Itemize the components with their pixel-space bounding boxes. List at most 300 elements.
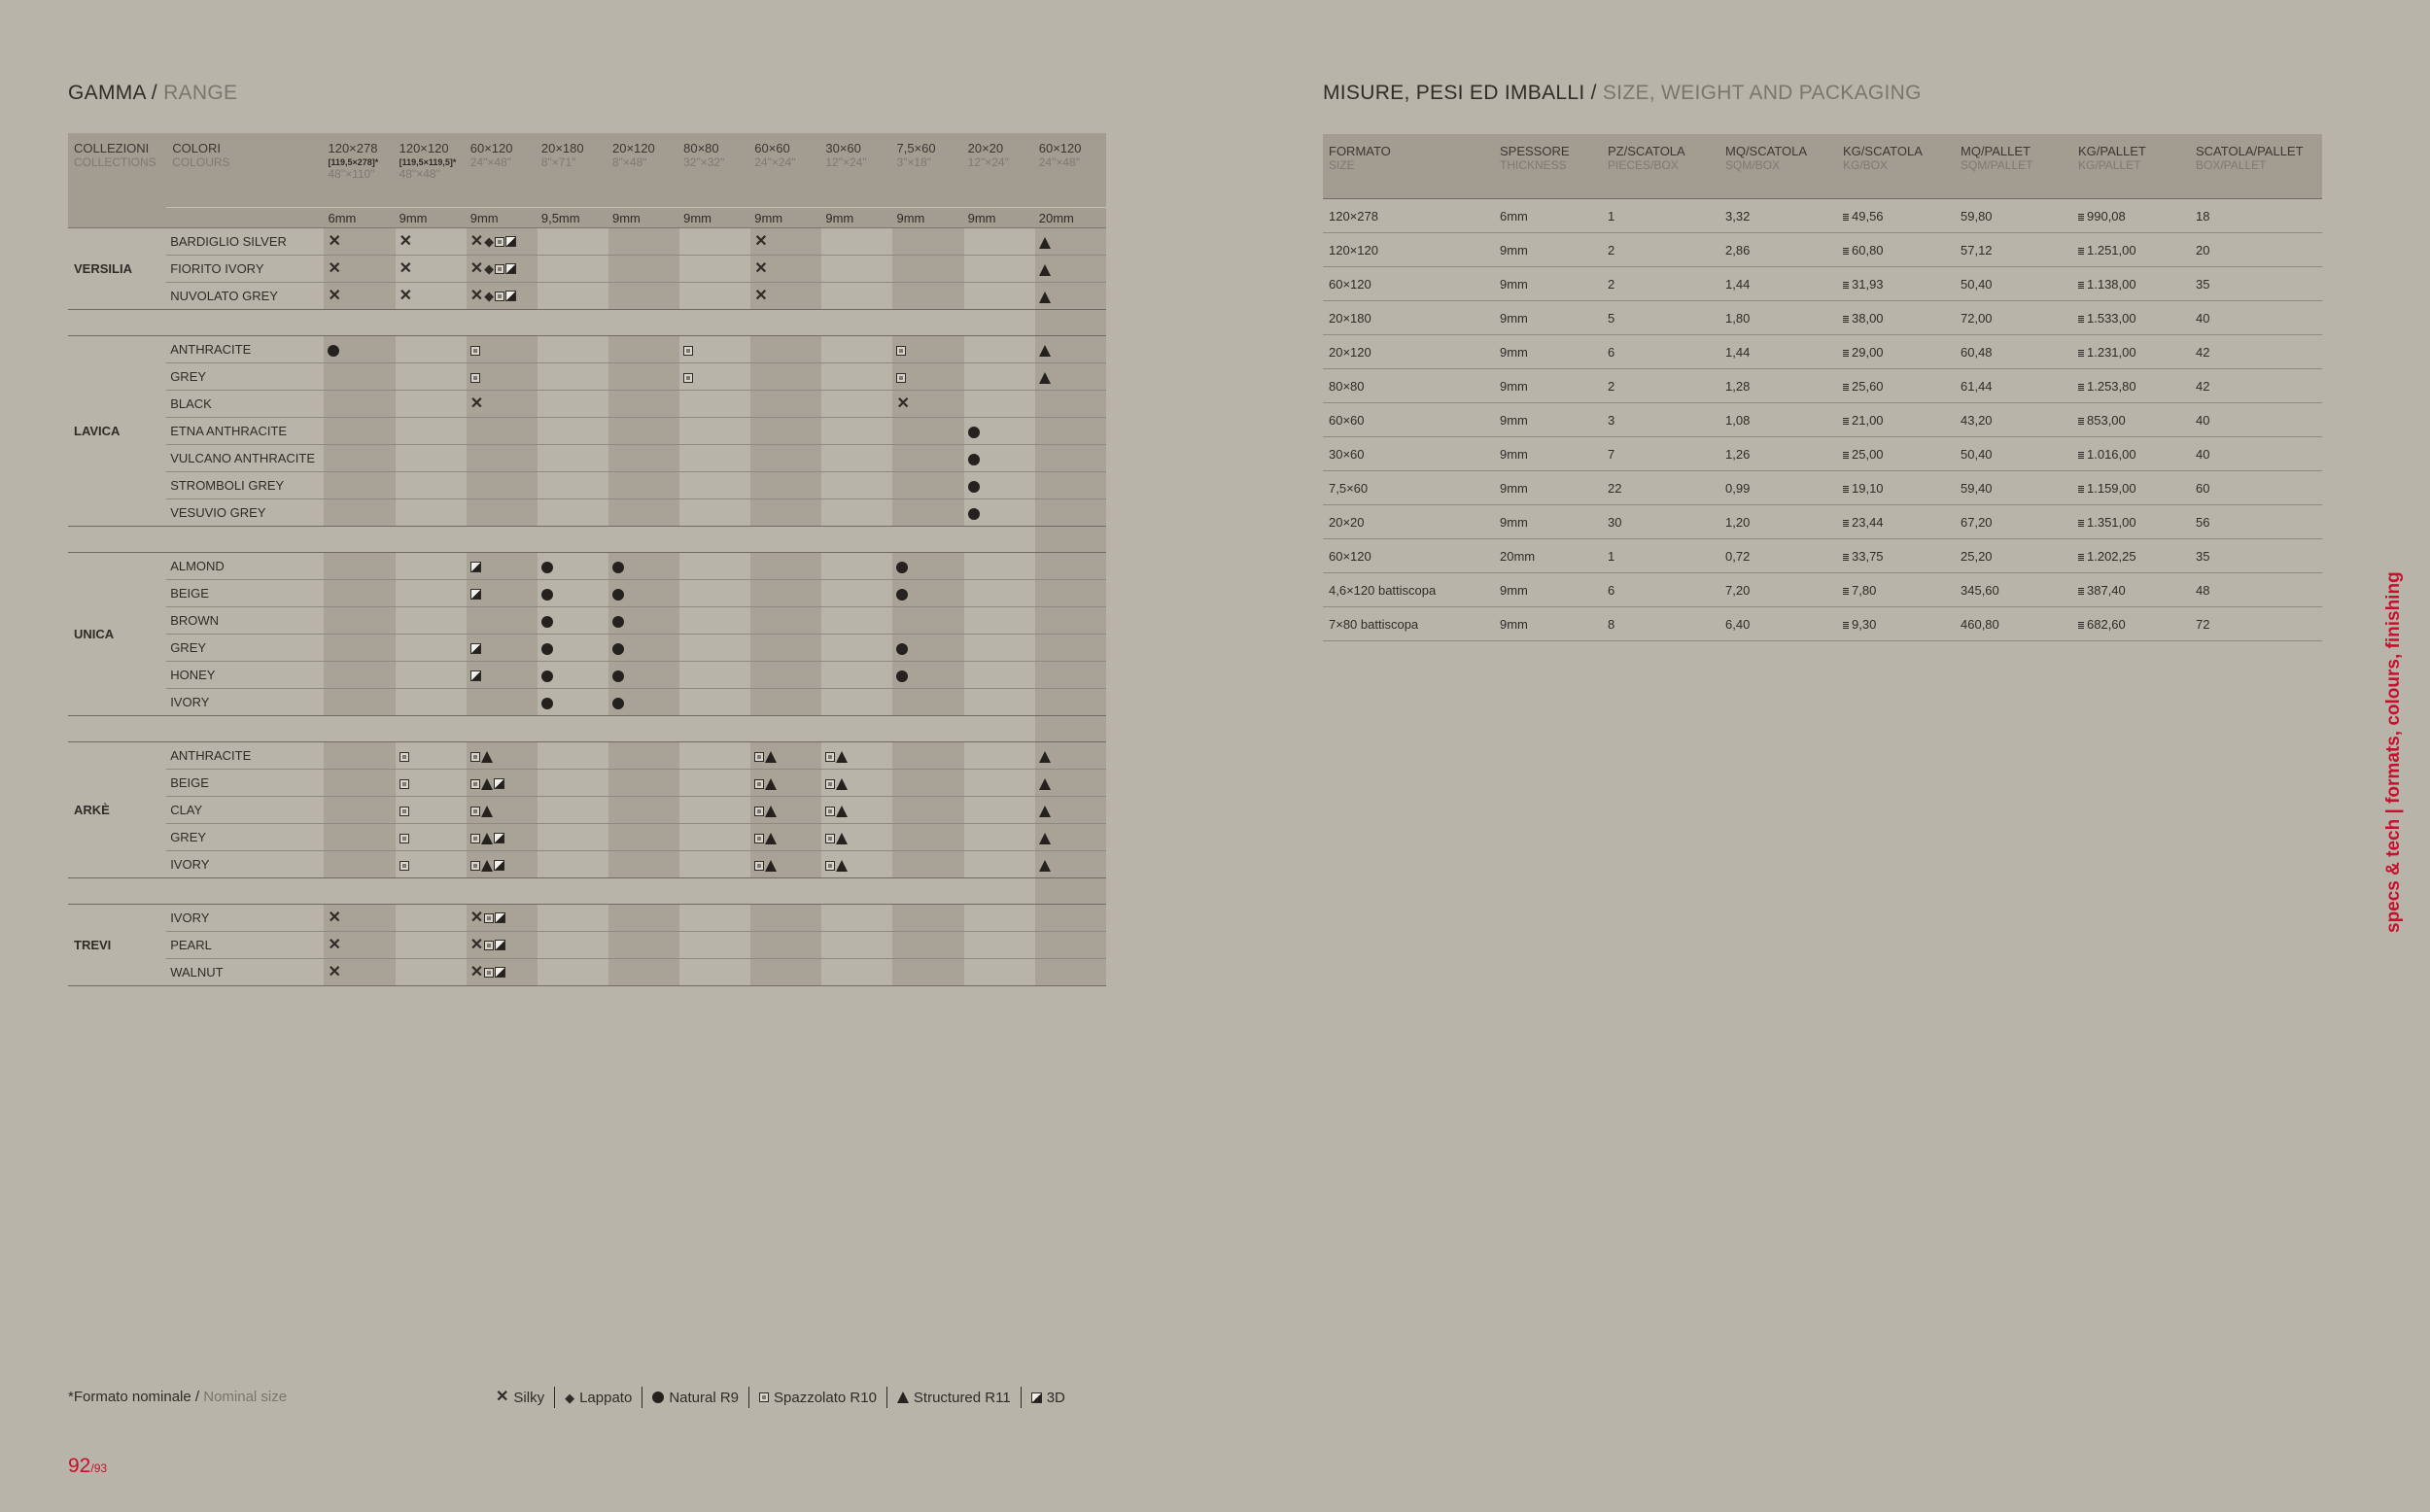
spacer-cell bbox=[324, 527, 395, 553]
group-spacer bbox=[68, 527, 1106, 553]
finish-cell bbox=[324, 959, 395, 986]
packaging-header-en: KG/BOX bbox=[1843, 158, 1889, 172]
finish-cell bbox=[324, 580, 395, 607]
packaging-cell bbox=[1719, 539, 1837, 573]
packaging-value: 42 bbox=[2196, 344, 2210, 360]
finish-cell bbox=[892, 742, 963, 770]
finish-cell bbox=[892, 770, 963, 797]
packaging-value: 5 bbox=[1608, 310, 1615, 326]
finish-cell bbox=[324, 391, 395, 418]
finish-cell bbox=[324, 283, 395, 310]
structured-triangle-icon bbox=[1039, 833, 1051, 844]
packaging-value: 0,72 bbox=[1725, 548, 1751, 564]
spazzolato-square-icon bbox=[484, 968, 494, 978]
finish-cell bbox=[538, 283, 608, 310]
finish-cell bbox=[1035, 580, 1106, 607]
packaging-cell bbox=[1323, 539, 1494, 573]
finish-cell bbox=[679, 742, 750, 770]
finish-cell bbox=[892, 635, 963, 662]
finish-cell bbox=[608, 336, 679, 363]
natural-dot-icon bbox=[968, 454, 980, 465]
packaging-cell bbox=[2190, 539, 2322, 573]
page-number-total: /93 bbox=[90, 1461, 108, 1475]
finish-cell bbox=[821, 472, 892, 499]
packaging-cell bbox=[1494, 267, 1602, 301]
packaging-header-en: SQM/BOX bbox=[1725, 158, 1781, 172]
group-spacer bbox=[68, 310, 1106, 336]
finish-cell bbox=[396, 905, 467, 932]
colour-name: BARDIGLIO SILVER bbox=[166, 228, 324, 256]
colour-name: HONEY bbox=[166, 662, 324, 689]
colour-name: WALNUT bbox=[166, 959, 324, 986]
weight-icon bbox=[2078, 553, 2084, 561]
spacer-cell bbox=[396, 527, 467, 553]
weight-icon bbox=[1843, 383, 1849, 391]
silky-x-icon: ✕ bbox=[399, 287, 413, 304]
finish-cell bbox=[821, 256, 892, 283]
packaging-cell bbox=[2190, 403, 2322, 437]
finish-cell bbox=[821, 905, 892, 932]
packaging-value: 4,6×120 battiscopa bbox=[1329, 582, 1437, 598]
packaging-value: 6mm bbox=[1500, 208, 1528, 223]
packaging-row bbox=[1323, 471, 2322, 505]
spazzolato-square-icon bbox=[825, 861, 835, 871]
spazzolato-square-icon bbox=[495, 237, 504, 247]
packaging-value: 9mm bbox=[1500, 514, 1528, 530]
finish-cell bbox=[608, 256, 679, 283]
finish-cell bbox=[467, 689, 538, 716]
format-inches: 3"×18" bbox=[896, 155, 932, 169]
finish-cell bbox=[467, 363, 538, 391]
packaging-cell bbox=[1602, 573, 1719, 607]
packaging-value: 1.351,00 bbox=[2087, 514, 2136, 530]
legend-item bbox=[748, 1387, 886, 1408]
packaging-header-it: KG/SCATOLA bbox=[1843, 144, 1923, 158]
format-size: 20×20 bbox=[967, 141, 1004, 155]
structured-triangle-icon bbox=[1039, 860, 1051, 872]
format-inches: 48"×110" bbox=[328, 167, 375, 181]
structured-triangle-icon bbox=[897, 1392, 909, 1403]
packaging-value: 61,44 bbox=[1961, 378, 1993, 394]
finish-cell bbox=[396, 607, 467, 635]
packaging-cell bbox=[1323, 573, 1494, 607]
format-size: 120×278 bbox=[328, 141, 378, 155]
packaging-value: 1,20 bbox=[1725, 514, 1751, 530]
spacer-cell bbox=[679, 310, 750, 336]
format-thickness: 6mm bbox=[324, 208, 395, 228]
group-spacer bbox=[68, 716, 1106, 742]
packaging-value: 345,60 bbox=[1961, 582, 1999, 598]
finish-cell bbox=[538, 580, 608, 607]
packaging-cell bbox=[1602, 233, 1719, 267]
finish-cell bbox=[396, 418, 467, 445]
weight-icon bbox=[1843, 213, 1849, 221]
natural-dot-icon bbox=[968, 481, 980, 493]
packaging-value: 1 bbox=[1608, 208, 1615, 223]
finish-cell bbox=[608, 770, 679, 797]
finish-cell bbox=[964, 256, 1035, 283]
finish-cell bbox=[679, 472, 750, 499]
packaging-cell bbox=[1323, 505, 1494, 539]
format-inches: 8"×48" bbox=[611, 155, 647, 169]
finish-cell bbox=[892, 472, 963, 499]
packaging-row bbox=[1323, 539, 2322, 573]
packaging-row bbox=[1323, 301, 2322, 335]
spazzolato-square-icon bbox=[470, 373, 480, 383]
silky-x-icon: ✕ bbox=[328, 232, 341, 250]
spazzolato-square-icon bbox=[825, 752, 835, 762]
finish-cell bbox=[964, 662, 1035, 689]
structured-triangle-icon bbox=[765, 751, 777, 763]
finish-cell bbox=[679, 418, 750, 445]
silky-x-icon: ✕ bbox=[469, 232, 484, 250]
finish-cell bbox=[964, 553, 1035, 580]
packaging-header-it: MQ/SCATOLA bbox=[1725, 144, 1808, 158]
weight-icon bbox=[1843, 247, 1849, 255]
format-thickness: 9,5mm bbox=[538, 208, 608, 228]
finish-cell bbox=[538, 418, 608, 445]
spacer-cell bbox=[608, 527, 679, 553]
natural-dot-icon bbox=[541, 562, 553, 573]
finish-cell bbox=[679, 905, 750, 932]
format-header bbox=[396, 133, 467, 208]
packaging-value: 60×120 bbox=[1329, 548, 1371, 564]
finish-cell bbox=[821, 499, 892, 527]
finish-cell bbox=[608, 607, 679, 635]
weight-icon bbox=[2078, 247, 2084, 255]
finish-cell bbox=[396, 580, 467, 607]
packaging-value: 40 bbox=[2196, 446, 2210, 462]
spazzolato-square-icon bbox=[399, 752, 409, 762]
packaging-cell bbox=[1955, 335, 2072, 369]
packaging-value: 9mm bbox=[1500, 412, 1528, 428]
packaging-value: 40 bbox=[2196, 412, 2210, 428]
packaging-value: 20 bbox=[2196, 242, 2210, 258]
packaging-table bbox=[1323, 134, 2322, 641]
finish-cell bbox=[324, 418, 395, 445]
packaging-cell bbox=[1955, 403, 2072, 437]
finish-cell bbox=[396, 391, 467, 418]
packaging-cell bbox=[1955, 199, 2072, 233]
spacer-cell bbox=[964, 527, 1035, 553]
packaging-value: 40 bbox=[2196, 310, 2210, 326]
packaging-header-en: PIECES/BOX bbox=[1608, 158, 1679, 172]
weight-icon bbox=[2078, 281, 2084, 289]
weight-icon bbox=[2078, 315, 2084, 323]
colour-row bbox=[68, 797, 1106, 824]
range-title-muted: RANGE bbox=[163, 82, 238, 104]
spacer-cell bbox=[821, 878, 892, 905]
silky-x-icon: ✕ bbox=[496, 1389, 509, 1405]
finish-cell bbox=[750, 418, 821, 445]
packaging-cell bbox=[2190, 437, 2322, 471]
packaging-value: 33,75 bbox=[1852, 548, 1884, 564]
packaging-value: 50,40 bbox=[1961, 276, 1993, 292]
finish-cell bbox=[821, 662, 892, 689]
silky-x-icon: ✕ bbox=[469, 395, 484, 412]
spazzolato-square-icon bbox=[470, 807, 480, 816]
packaging-cell bbox=[1955, 301, 2072, 335]
packaging-value: 3 bbox=[1608, 412, 1615, 428]
finish-cell bbox=[821, 391, 892, 418]
packaging-cell bbox=[2190, 267, 2322, 301]
packaging-header-it: FORMATO bbox=[1329, 144, 1391, 158]
packaging-cell bbox=[1719, 199, 1837, 233]
legend-item bbox=[886, 1387, 1021, 1408]
packaging-cell bbox=[2072, 267, 2190, 301]
format-thickness: 9mm bbox=[467, 208, 538, 228]
packaging-cell bbox=[1494, 607, 1602, 641]
packaging-value: 42 bbox=[2196, 378, 2210, 394]
finish-cell bbox=[467, 932, 538, 959]
spazzolato-square-icon bbox=[754, 834, 764, 843]
spazzolato-square-icon bbox=[495, 292, 504, 301]
finish-cell bbox=[892, 256, 963, 283]
finish-cell bbox=[750, 851, 821, 878]
finish-cell bbox=[1035, 742, 1106, 770]
packaging-value: 387,40 bbox=[2087, 582, 2126, 598]
packaging-cell bbox=[1494, 199, 1602, 233]
spazzolato-square-icon bbox=[484, 941, 494, 950]
packaging-cell bbox=[1719, 301, 1837, 335]
packaging-cell bbox=[1719, 607, 1837, 641]
packaging-cell bbox=[1602, 505, 1719, 539]
packaging-cell bbox=[1837, 573, 1955, 607]
packaging-value: 21,00 bbox=[1852, 412, 1884, 428]
weight-icon bbox=[2078, 349, 2084, 357]
finish-cell bbox=[1035, 283, 1106, 310]
finish-cell bbox=[964, 418, 1035, 445]
packaging-cell bbox=[2072, 505, 2190, 539]
packaging-cell bbox=[1955, 369, 2072, 403]
natural-dot-icon bbox=[328, 345, 339, 357]
packaging-value: 9mm bbox=[1500, 378, 1528, 394]
spazzolato-square-icon bbox=[683, 346, 693, 356]
finish-cell bbox=[538, 256, 608, 283]
packaging-cell bbox=[2072, 199, 2190, 233]
format-size: 80×80 bbox=[683, 141, 719, 155]
finish-cell bbox=[964, 228, 1035, 256]
structured-triangle-icon bbox=[765, 860, 777, 872]
packaging-value: 7×80 battiscopa bbox=[1329, 616, 1419, 632]
weight-icon bbox=[2078, 383, 2084, 391]
packaging-value: 1.016,00 bbox=[2087, 446, 2136, 462]
finish-cell bbox=[324, 635, 395, 662]
colour-name: ETNA ANTHRACITE bbox=[166, 418, 324, 445]
weight-icon bbox=[1843, 485, 1849, 493]
packaging-cell bbox=[1323, 437, 1494, 471]
finish-cell bbox=[892, 363, 963, 391]
spacer-cell bbox=[608, 716, 679, 742]
finish-cell bbox=[750, 228, 821, 256]
footnote bbox=[68, 1389, 287, 1405]
packaging-cell bbox=[1719, 573, 1837, 607]
spacer-cell bbox=[964, 716, 1035, 742]
natural-dot-icon bbox=[652, 1392, 664, 1403]
legend-label: Silky bbox=[513, 1389, 545, 1406]
packaging-cell bbox=[2190, 471, 2322, 505]
colour-name: VESUVIO GREY bbox=[166, 499, 324, 527]
packaging-header bbox=[1323, 134, 1494, 199]
packaging-cell bbox=[2190, 369, 2322, 403]
finish-cell bbox=[679, 228, 750, 256]
spazzolato-square-icon bbox=[683, 373, 693, 383]
spacer-cell bbox=[1035, 310, 1106, 336]
colour-name: IVORY bbox=[166, 851, 324, 878]
finish-cell bbox=[892, 499, 963, 527]
format-header bbox=[538, 133, 608, 208]
format-header bbox=[821, 133, 892, 208]
colour-name: GREY bbox=[166, 363, 324, 391]
finish-cell bbox=[324, 797, 395, 824]
finish-cell bbox=[750, 824, 821, 851]
spacer-cell bbox=[538, 527, 608, 553]
spacer-cell bbox=[608, 878, 679, 905]
spacer-cell bbox=[68, 878, 166, 905]
spazzolato-square-icon bbox=[470, 834, 480, 843]
finish-cell bbox=[1035, 797, 1106, 824]
packaging-cell bbox=[1602, 437, 1719, 471]
legend-label: 3D bbox=[1046, 1389, 1065, 1406]
finish-cell bbox=[467, 742, 538, 770]
silky-x-icon: ✕ bbox=[328, 963, 341, 980]
finish-cell bbox=[964, 283, 1035, 310]
finish-cell bbox=[1035, 959, 1106, 986]
packaging-value: 120×120 bbox=[1329, 242, 1378, 258]
spacer-cell bbox=[538, 310, 608, 336]
colour-row bbox=[68, 256, 1106, 283]
colour-name: STROMBOLI GREY bbox=[166, 472, 324, 499]
packaging-value: 72 bbox=[2196, 616, 2210, 632]
packaging-value: 35 bbox=[2196, 548, 2210, 564]
range-table bbox=[68, 133, 1106, 986]
finish-cell bbox=[608, 959, 679, 986]
structured-triangle-icon bbox=[765, 806, 777, 817]
colour-name: NUVOLATO GREY bbox=[166, 283, 324, 310]
finish-cell bbox=[679, 445, 750, 472]
colour-name: GREY bbox=[166, 824, 324, 851]
packaging-value: 1,26 bbox=[1725, 446, 1751, 462]
finish-cell bbox=[324, 499, 395, 527]
colour-row bbox=[68, 553, 1106, 580]
spacer-cell bbox=[750, 310, 821, 336]
colour-row bbox=[68, 742, 1106, 770]
finish-cell bbox=[1035, 418, 1106, 445]
spazzolato-square-icon bbox=[470, 346, 480, 356]
silky-x-icon: ✕ bbox=[399, 232, 413, 250]
packaging-header bbox=[1955, 134, 2072, 199]
packaging-row bbox=[1323, 335, 2322, 369]
spazzolato-square-icon bbox=[399, 861, 409, 871]
finish-cell bbox=[1035, 689, 1106, 716]
lappato-diamond-icon: ◆ bbox=[484, 261, 495, 277]
finish-cell bbox=[396, 742, 467, 770]
packaging-cell bbox=[1494, 403, 1602, 437]
finish-cell bbox=[679, 580, 750, 607]
finish-cell bbox=[821, 445, 892, 472]
group-spacer bbox=[68, 878, 1106, 905]
packaging-value: 49,56 bbox=[1852, 208, 1884, 223]
structured-triangle-icon bbox=[1039, 372, 1051, 384]
packaging-cell bbox=[1837, 539, 1955, 573]
weight-icon bbox=[2078, 417, 2084, 425]
spacer-cell bbox=[396, 310, 467, 336]
finish-cell bbox=[467, 770, 538, 797]
spazzolato-square-icon bbox=[754, 752, 764, 762]
format-thickness: 9mm bbox=[821, 208, 892, 228]
finish-cell bbox=[467, 851, 538, 878]
colour-row bbox=[68, 363, 1106, 391]
packaging-cell bbox=[2072, 471, 2190, 505]
finish-cell bbox=[608, 472, 679, 499]
packaging-cell bbox=[1602, 335, 1719, 369]
format-thickness: 9mm bbox=[964, 208, 1035, 228]
packaging-header-en: THICKNESS bbox=[1500, 158, 1567, 172]
spacer-cell bbox=[68, 527, 166, 553]
packaging-cell bbox=[2072, 403, 2190, 437]
finish-cell bbox=[892, 445, 963, 472]
finish-cell bbox=[538, 635, 608, 662]
packaging-value: 8 bbox=[1608, 616, 1615, 632]
finish-cell bbox=[892, 797, 963, 824]
packaging-cell bbox=[2190, 301, 2322, 335]
natural-dot-icon bbox=[896, 643, 908, 655]
packaging-header-en: SIZE bbox=[1329, 158, 1355, 172]
finish-cell bbox=[679, 391, 750, 418]
packaging-value: 20mm bbox=[1500, 548, 1536, 564]
packaging-value: 60,80 bbox=[1852, 242, 1884, 258]
format-header bbox=[964, 133, 1035, 208]
packaging-cell bbox=[1602, 199, 1719, 233]
colour-row bbox=[68, 336, 1106, 363]
packaging-title-main: MISURE, PESI ED IMBALLI / bbox=[1323, 82, 1603, 104]
finish-cell bbox=[324, 363, 395, 391]
natural-dot-icon bbox=[612, 616, 624, 628]
structured-triangle-icon bbox=[1039, 751, 1051, 763]
finish-cell bbox=[1035, 363, 1106, 391]
packaging-cell bbox=[1955, 233, 2072, 267]
packaging-cell bbox=[2072, 539, 2190, 573]
spacer-cell bbox=[538, 716, 608, 742]
finish-cell bbox=[821, 228, 892, 256]
finish-cell bbox=[750, 553, 821, 580]
packaging-value: 1,44 bbox=[1725, 344, 1751, 360]
packaging-cell bbox=[1719, 437, 1837, 471]
packaging-cell bbox=[2072, 301, 2190, 335]
finish-cell bbox=[608, 742, 679, 770]
finish-cell bbox=[964, 363, 1035, 391]
finish-cell bbox=[750, 391, 821, 418]
finish-cell bbox=[892, 662, 963, 689]
packaging-value: 7,5×60 bbox=[1329, 480, 1369, 496]
format-header bbox=[467, 133, 538, 208]
finish-cell bbox=[892, 959, 963, 986]
finish-cell bbox=[821, 959, 892, 986]
packaging-cell bbox=[1837, 369, 1955, 403]
spacer-cell bbox=[1035, 527, 1106, 553]
packaging-cell bbox=[1323, 607, 1494, 641]
finish-cell bbox=[821, 932, 892, 959]
finish-cell bbox=[750, 689, 821, 716]
finish-cell bbox=[1035, 635, 1106, 662]
weight-icon bbox=[1843, 349, 1849, 357]
colour-row bbox=[68, 932, 1106, 959]
spacer-cell bbox=[821, 716, 892, 742]
spacer-cell bbox=[750, 716, 821, 742]
lappato-diamond-icon: ◆ bbox=[565, 1390, 575, 1405]
finish-cell bbox=[821, 770, 892, 797]
finish-cell bbox=[608, 689, 679, 716]
